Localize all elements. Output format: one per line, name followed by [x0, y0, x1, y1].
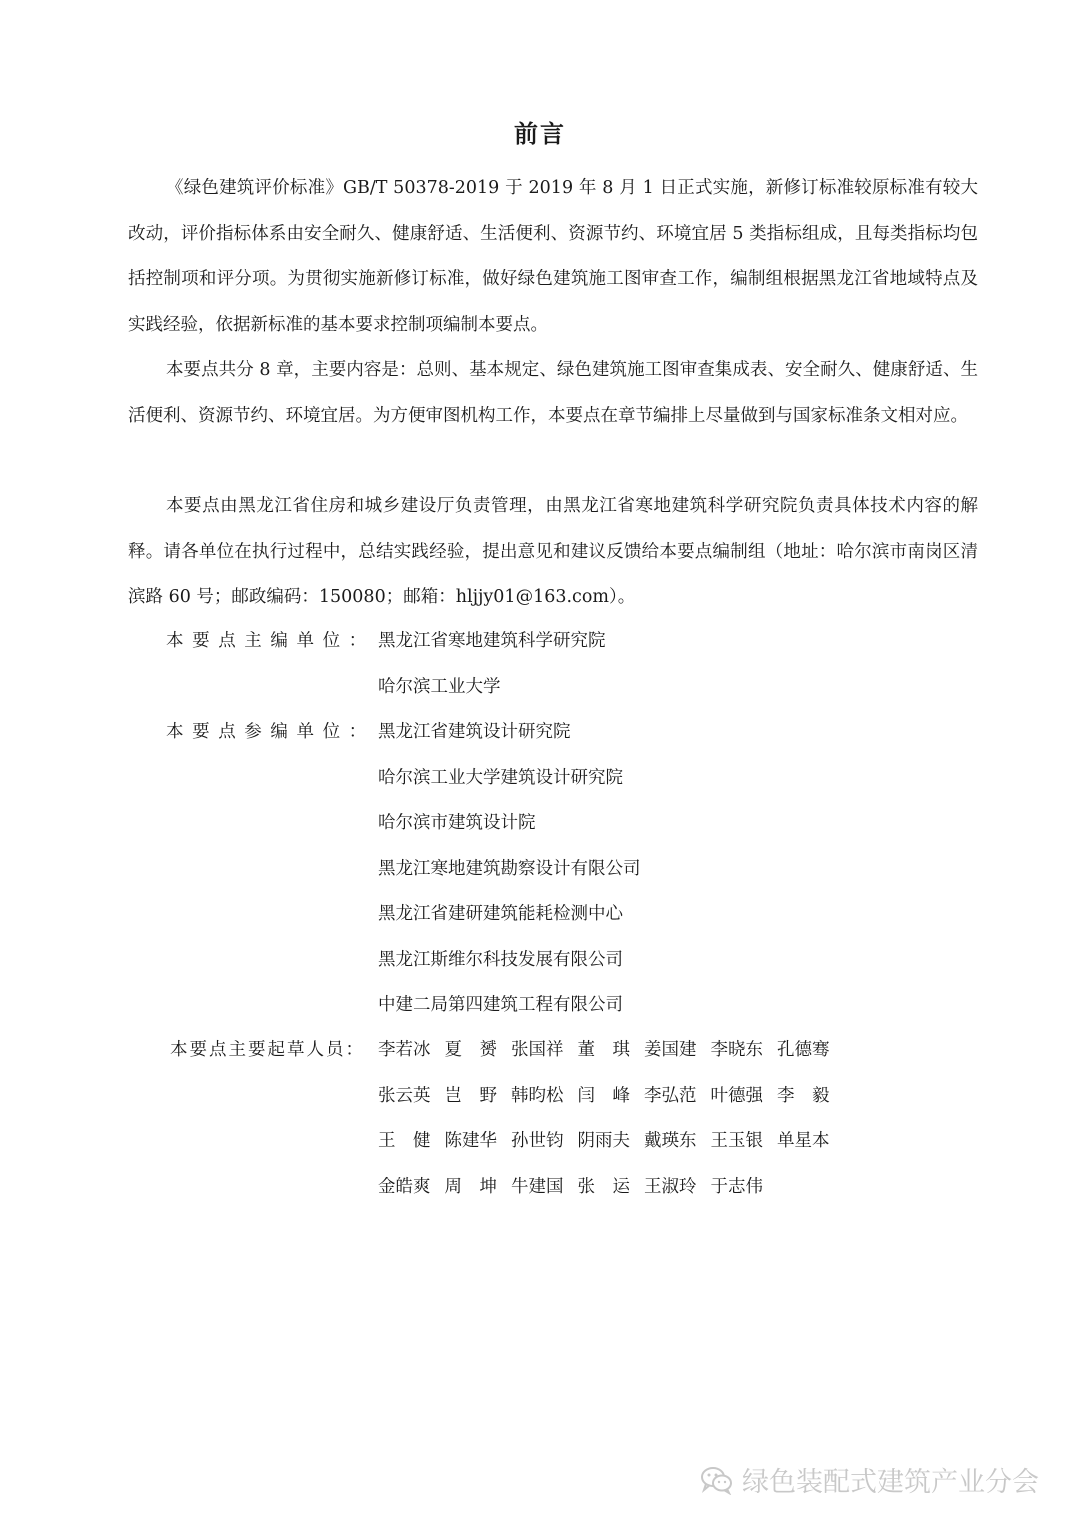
drafter-name: 陈建华 — [444, 1131, 497, 1151]
drafter-name: 王 健 — [378, 1131, 431, 1151]
drafter-name: 孙世钧 — [511, 1131, 564, 1151]
drafters-row — [378, 1028, 844, 1074]
drafter-name: 王玉银 — [710, 1131, 763, 1151]
drafters-row — [378, 1074, 844, 1120]
management-paragraph: 本要点由黑龙江省住房和城乡建设厅负责管理，由黑龙江省寒地建筑科学研究院负责具体技术内容的解释。请各单位在执行过程中，总结实践经验，提出意见和建议反馈给本要点编制组（地址：哈尔滨市南岗区清滨路 60 号；邮政编码：150080；邮箱：hljjy01@163.com）。 — [128, 496, 978, 607]
drafter-name: 金皓爽 — [378, 1176, 431, 1197]
drafter-name: 闫 峰 — [577, 1085, 630, 1106]
drafter-name: 夏 赟 — [444, 1040, 497, 1060]
watermark-text: 绿色装配式建筑产业分会 — [742, 1467, 1039, 1498]
drafter-name: 韩昀松 — [511, 1085, 564, 1106]
chief-editor-label: 本要点主编单位： — [166, 631, 375, 651]
drafter-name: 李晓东 — [710, 1040, 763, 1060]
chief-editor-unit: 黑龙江省寒地建筑科学研究院 — [378, 631, 606, 651]
drafter-name: 周 坤 — [444, 1176, 497, 1197]
participating-list — [378, 710, 641, 1029]
drafters-row — [378, 1119, 844, 1165]
participating-unit: 黑龙江省建研建筑能耗检测中心 — [378, 904, 623, 924]
chief-editor-unit: 哈尔滨工业大学 — [378, 676, 501, 697]
intro-paragraph: 《绿色建筑评价标准》GB/T 50378-2019 于 2019 年 8 月 1 日正式实施，新修订标准较原标准有较大改动，评价指标体系由安全耐久、健康舒适、生活便利、资源节约、环境宜居 5 类指标组成，且每类指标均包括控制项和评分项。为贯彻实施新修订标准，做好绿色建筑施工图审查工作，编制组根据黑龙江省地域特点及实践经验，依据新标准的基本要求控制项编制本要点。 — [128, 178, 978, 335]
drafters-label: 本要点主要起草人员： — [170, 1040, 365, 1060]
chief-editor-list — [378, 619, 606, 710]
participating-unit: 哈尔滨工业大学建筑设计研究院 — [378, 767, 623, 788]
drafter-name: 李弘范 — [644, 1085, 697, 1106]
page-title: 前言 — [514, 120, 566, 148]
drafter-name: 姜国建 — [644, 1040, 697, 1060]
drafter-name: 张国祥 — [511, 1040, 564, 1060]
drafter-name: 张云英 — [378, 1085, 431, 1106]
drafters-row — [378, 1165, 844, 1211]
drafters-list — [378, 1028, 844, 1210]
drafter-name: 单星本 — [777, 1131, 830, 1151]
drafter-name: 于志伟 — [710, 1176, 763, 1197]
drafter-name: 岂 野 — [444, 1085, 497, 1106]
drafter-name: 李 毅 — [777, 1085, 830, 1106]
participating-unit: 黑龙江寒地建筑勘察设计有限公司 — [378, 858, 641, 879]
drafter-name: 牛建国 — [511, 1176, 564, 1197]
participating-label: 本要点参编单位： — [166, 722, 375, 742]
drafter-name: 叶德强 — [710, 1085, 763, 1106]
participating-unit: 哈尔滨市建筑设计院 — [378, 813, 536, 833]
participating-unit: 中建二局第四建筑工程有限公司 — [378, 995, 623, 1015]
drafter-name: 张 运 — [577, 1176, 630, 1197]
drafter-name: 戴瑛东 — [644, 1131, 697, 1151]
watermark — [700, 1460, 1039, 1499]
drafter-name: 董 琪 — [577, 1040, 630, 1060]
wechat-icon — [700, 1465, 734, 1495]
drafter-name: 孔德骞 — [777, 1040, 830, 1060]
drafter-name: 阴雨夫 — [577, 1131, 630, 1151]
content-paragraph: 本要点共分 8 章，主要内容是：总则、基本规定、绿色建筑施工图审查集成表、安全耐久、健康舒适、生活便利、资源节约、环境宜居。为方便审图机构工作，本要点在章节编排上尽量做到与国家标准条文相对应。 — [128, 360, 978, 426]
drafter-name: 李若冰 — [378, 1040, 431, 1060]
participating-unit: 黑龙江斯维尔科技发展有限公司 — [378, 949, 623, 970]
drafter-name: 王淑玲 — [644, 1176, 697, 1197]
participating-unit: 黑龙江省建筑设计研究院 — [378, 722, 571, 742]
